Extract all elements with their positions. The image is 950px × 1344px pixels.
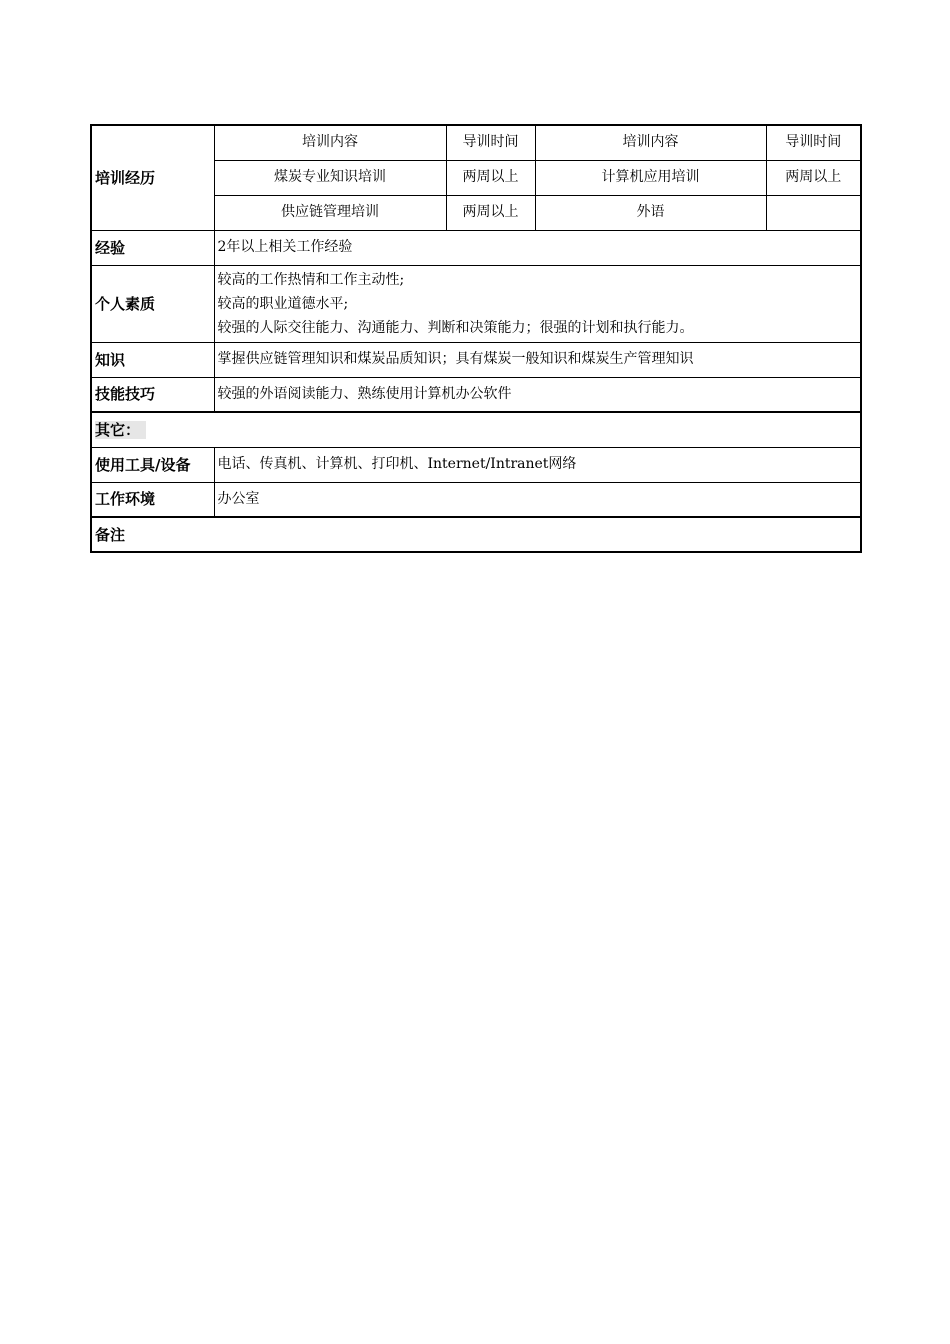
qualities-value — [214, 265, 861, 342]
environment-label: 工作环境 — [91, 482, 214, 517]
training-course: 计算机应用培训 — [535, 160, 766, 195]
skills-row — [91, 377, 861, 412]
skills-label: 技能技巧 — [91, 377, 214, 412]
qualities-label: 个人素质 — [91, 265, 214, 342]
remarks-label: 备注 — [91, 517, 861, 552]
other-row — [91, 412, 861, 447]
training-course: 外语 — [535, 195, 766, 230]
training-course: 煤炭专业知识培训 — [214, 160, 446, 195]
training-header-row — [91, 125, 861, 160]
skills-value: 较强的外语阅读能力、熟练使用计算机办公软件 — [214, 377, 861, 412]
training-duration: 两周以上 — [766, 160, 861, 195]
qualities-line: 较高的职业道德水平; — [217, 295, 349, 312]
tools-label: 使用工具/设备 — [91, 447, 214, 482]
training-course: 供应链管理培训 — [214, 195, 446, 230]
training-duration: 两周以上 — [446, 160, 535, 195]
experience-label: 经验 — [91, 230, 214, 265]
training-duration — [766, 195, 861, 230]
experience-row — [91, 230, 861, 265]
training-label: 培训经历 — [91, 125, 214, 230]
knowledge-row — [91, 342, 861, 377]
remarks-row — [91, 517, 861, 552]
training-header-content-1: 培训内容 — [214, 125, 446, 160]
qualities-line: 较强的人际交往能力、沟通能力、判断和决策能力；很强的计划和执行能力。 — [217, 319, 694, 336]
qualities-row — [91, 265, 861, 342]
environment-row — [91, 482, 861, 517]
qualities-line: 较高的工作热情和工作主动性; — [217, 271, 405, 288]
other-section — [91, 412, 861, 447]
tools-value: 电话、传真机、计算机、打印机、Internet/Intranet网络 — [214, 447, 861, 482]
job-description-table — [90, 124, 862, 553]
tools-row — [91, 447, 861, 482]
environment-value: 办公室 — [214, 482, 861, 517]
training-duration: 两周以上 — [446, 195, 535, 230]
training-header-time-2: 导训时间 — [766, 125, 861, 160]
training-header-content-2: 培训内容 — [535, 125, 766, 160]
training-header-time-1: 导训时间 — [446, 125, 535, 160]
other-label: 其它： — [95, 421, 146, 439]
knowledge-value: 掌握供应链管理知识和煤炭品质知识；具有煤炭一般知识和煤炭生产管理知识 — [214, 342, 861, 377]
knowledge-label: 知识 — [91, 342, 214, 377]
experience-value: 2年以上相关工作经验 — [214, 230, 861, 265]
